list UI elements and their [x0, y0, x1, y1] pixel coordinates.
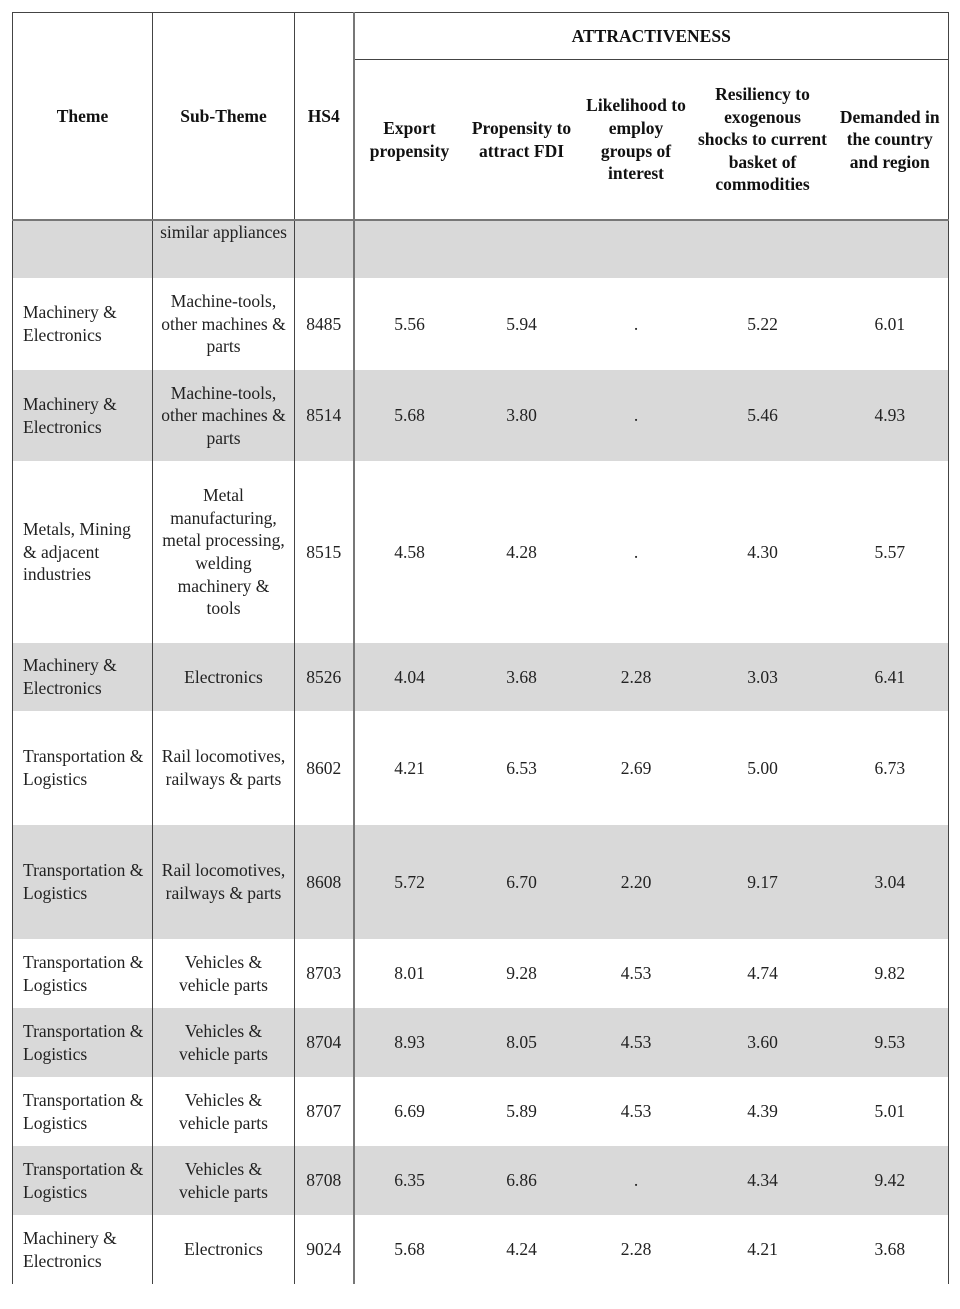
hs4-header: HS4: [295, 13, 354, 221]
employ-likelihood-cell: 4.53: [620, 963, 652, 984]
export-propensity-cell: [354, 220, 465, 278]
demand-cell: 9.42: [832, 1146, 949, 1215]
table-row: [13, 939, 949, 1008]
theme-cell: Machinery & Electronics: [13, 370, 153, 461]
theme-cell: Transportation & Logistics: [13, 1146, 153, 1215]
theme-header: Theme: [13, 13, 153, 221]
fdi-propensity-cell: 9.28: [506, 963, 537, 984]
resiliency-cell: 4.34: [694, 1146, 832, 1215]
sub-theme-cell: Rail locomotives, railways & parts: [153, 825, 295, 939]
export-propensity-cell: 6.69: [354, 1077, 465, 1146]
export-propensity-cell: 5.72: [354, 825, 465, 939]
fdi-propensity-cell: [465, 220, 579, 278]
resiliency-header: Resiliency to exogenous shocks to current basket of commodities: [694, 60, 832, 221]
resiliency-cell: 4.39: [747, 1101, 778, 1122]
theme-cell: Machinery & Electronics: [13, 643, 153, 711]
sub-theme-cell: Rail locomotives, railways & parts: [153, 711, 295, 825]
sub-theme-cell: similar appliances: [153, 220, 295, 278]
theme-cell: Transportation & Logistics: [13, 939, 153, 1008]
export-propensity-header: Export propensity: [354, 60, 465, 221]
employ-likelihood-header: Likelihood to employ groups of interest: [579, 60, 694, 221]
demand-cell: 3.68: [832, 1215, 949, 1284]
employ-likelihood-cell: 2.20: [579, 825, 694, 939]
table-row: [13, 1146, 949, 1215]
fdi-propensity-cell: 6.70: [465, 825, 579, 939]
fdi-propensity-cell: 3.80: [465, 370, 579, 461]
export-propensity-cell: 8.93: [354, 1008, 465, 1077]
hs4-cell: 8526: [295, 643, 354, 711]
employ-likelihood-cell: 2.28: [579, 643, 694, 711]
sub-theme-cell: Machine-tools, other machines & parts: [153, 278, 295, 370]
hs4-cell: 8602: [295, 711, 354, 825]
demand-cell: 4.93: [832, 370, 949, 461]
resiliency-cell: [694, 220, 832, 278]
demand-cell: 6.41: [832, 643, 949, 711]
table-row: [13, 220, 949, 278]
resiliency-cell: 4.21: [747, 1239, 778, 1260]
table-row: [13, 278, 949, 370]
demand-cell: 5.01: [832, 1077, 949, 1146]
theme-cell: Transportation & Logistics: [13, 711, 153, 825]
employ-likelihood-cell: .: [633, 313, 639, 334]
employ-likelihood-cell: [579, 220, 694, 278]
table-row: [13, 1077, 949, 1146]
hs4-cell: 8703: [295, 939, 354, 1008]
sub-theme-cell: Metal manufacturing, metal processing, welding machinery & tools: [153, 461, 295, 643]
resiliency-cell: 5.46: [694, 370, 832, 461]
hs4-cell: 8704: [295, 1008, 354, 1077]
theme-cell: Machinery & Electronics: [13, 278, 153, 370]
hs4-cell: 8485: [295, 278, 354, 370]
theme-cell: Metals, Mining & adjacent industries: [13, 461, 153, 643]
hs4-cell: 8707: [295, 1077, 354, 1146]
demand-cell: 6.73: [832, 711, 949, 825]
fdi-propensity-cell: 6.53: [506, 757, 537, 778]
demand-cell: 9.82: [832, 939, 949, 1008]
employ-likelihood-cell: .: [579, 370, 694, 461]
table-row: [13, 1008, 949, 1077]
demand-cell: [832, 220, 949, 278]
sub-theme-cell: Electronics: [153, 643, 295, 711]
hs4-cell: 8608: [295, 825, 354, 939]
table-row: [13, 1215, 949, 1284]
theme-cell: Transportation & Logistics: [13, 825, 153, 939]
hs4-cell: 8708: [295, 1146, 354, 1215]
table-row: [13, 711, 949, 825]
export-propensity-cell: 5.68: [354, 1215, 465, 1284]
table-body: [13, 220, 949, 1284]
sub-theme-cell: Vehicles & vehicle parts: [153, 1008, 295, 1077]
theme-cell: Transportation & Logistics: [13, 1008, 153, 1077]
theme-cell: Transportation & Logistics: [13, 1077, 153, 1146]
attractiveness-table: [12, 12, 949, 1284]
sub-theme-cell: Vehicles & vehicle parts: [153, 1077, 295, 1146]
attractiveness-group-header: ATTRACTIVENESS: [354, 13, 949, 60]
resiliency-cell: 3.60: [694, 1008, 832, 1077]
sub-theme-cell: Vehicles & vehicle parts: [153, 1146, 295, 1215]
resiliency-cell: 5.00: [747, 757, 778, 778]
export-propensity-cell: 5.68: [354, 370, 465, 461]
resiliency-cell: 4.30: [747, 541, 778, 562]
sub-theme-cell: Machine-tools, other machines & parts: [153, 370, 295, 461]
hs4-cell: 8514: [295, 370, 354, 461]
hs4-cell: 8515: [295, 461, 354, 643]
export-propensity-cell: 8.01: [354, 939, 465, 1008]
fdi-propensity-cell: 5.89: [506, 1101, 537, 1122]
resiliency-cell: 9.17: [694, 825, 832, 939]
export-propensity-cell: 4.04: [354, 643, 465, 711]
employ-likelihood-cell: .: [633, 541, 639, 562]
table-row: [13, 461, 949, 643]
fdi-propensity-cell: 3.68: [465, 643, 579, 711]
demand-cell: 5.57: [832, 461, 949, 643]
sub-theme-header: Sub-Theme: [153, 13, 295, 221]
employ-likelihood-cell: 2.28: [620, 1239, 652, 1260]
demand-cell: 9.53: [832, 1008, 949, 1077]
resiliency-cell: 3.03: [694, 643, 832, 711]
sub-theme-cell: Vehicles & vehicle parts: [153, 939, 295, 1008]
demand-cell: 3.04: [832, 825, 949, 939]
table-row: [13, 370, 949, 461]
export-propensity-cell: 6.35: [354, 1146, 465, 1215]
fdi-propensity-cell: 6.86: [465, 1146, 579, 1215]
table-row: [13, 825, 949, 939]
table-row: [13, 643, 949, 711]
sub-theme-cell: Electronics: [153, 1215, 295, 1284]
fdi-propensity-cell: 8.05: [465, 1008, 579, 1077]
fdi-propensity-cell: 4.28: [506, 541, 537, 562]
employ-likelihood-cell: .: [579, 1146, 694, 1215]
hs4-cell: 9024: [295, 1215, 354, 1284]
export-propensity-cell: 4.21: [354, 711, 465, 825]
resiliency-cell: 5.22: [747, 313, 778, 334]
export-propensity-cell: 4.58: [354, 461, 465, 643]
theme-cell: Machinery & Electronics: [13, 1215, 153, 1284]
employ-likelihood-cell: 2.69: [620, 757, 652, 778]
fdi-propensity-cell: 5.94: [506, 313, 537, 334]
employ-likelihood-cell: 4.53: [579, 1008, 694, 1077]
export-propensity-cell: 5.56: [354, 278, 465, 370]
demand-header: Demanded in the country and region: [832, 60, 949, 221]
demand-cell: 6.01: [832, 278, 949, 370]
theme-cell: [13, 220, 153, 278]
employ-likelihood-cell: 4.53: [620, 1101, 652, 1122]
resiliency-cell: 4.74: [747, 963, 778, 984]
hs4-cell: [295, 220, 354, 278]
fdi-propensity-cell: 4.24: [506, 1239, 537, 1260]
fdi-propensity-header: Propensity to attract FDI: [465, 60, 579, 221]
